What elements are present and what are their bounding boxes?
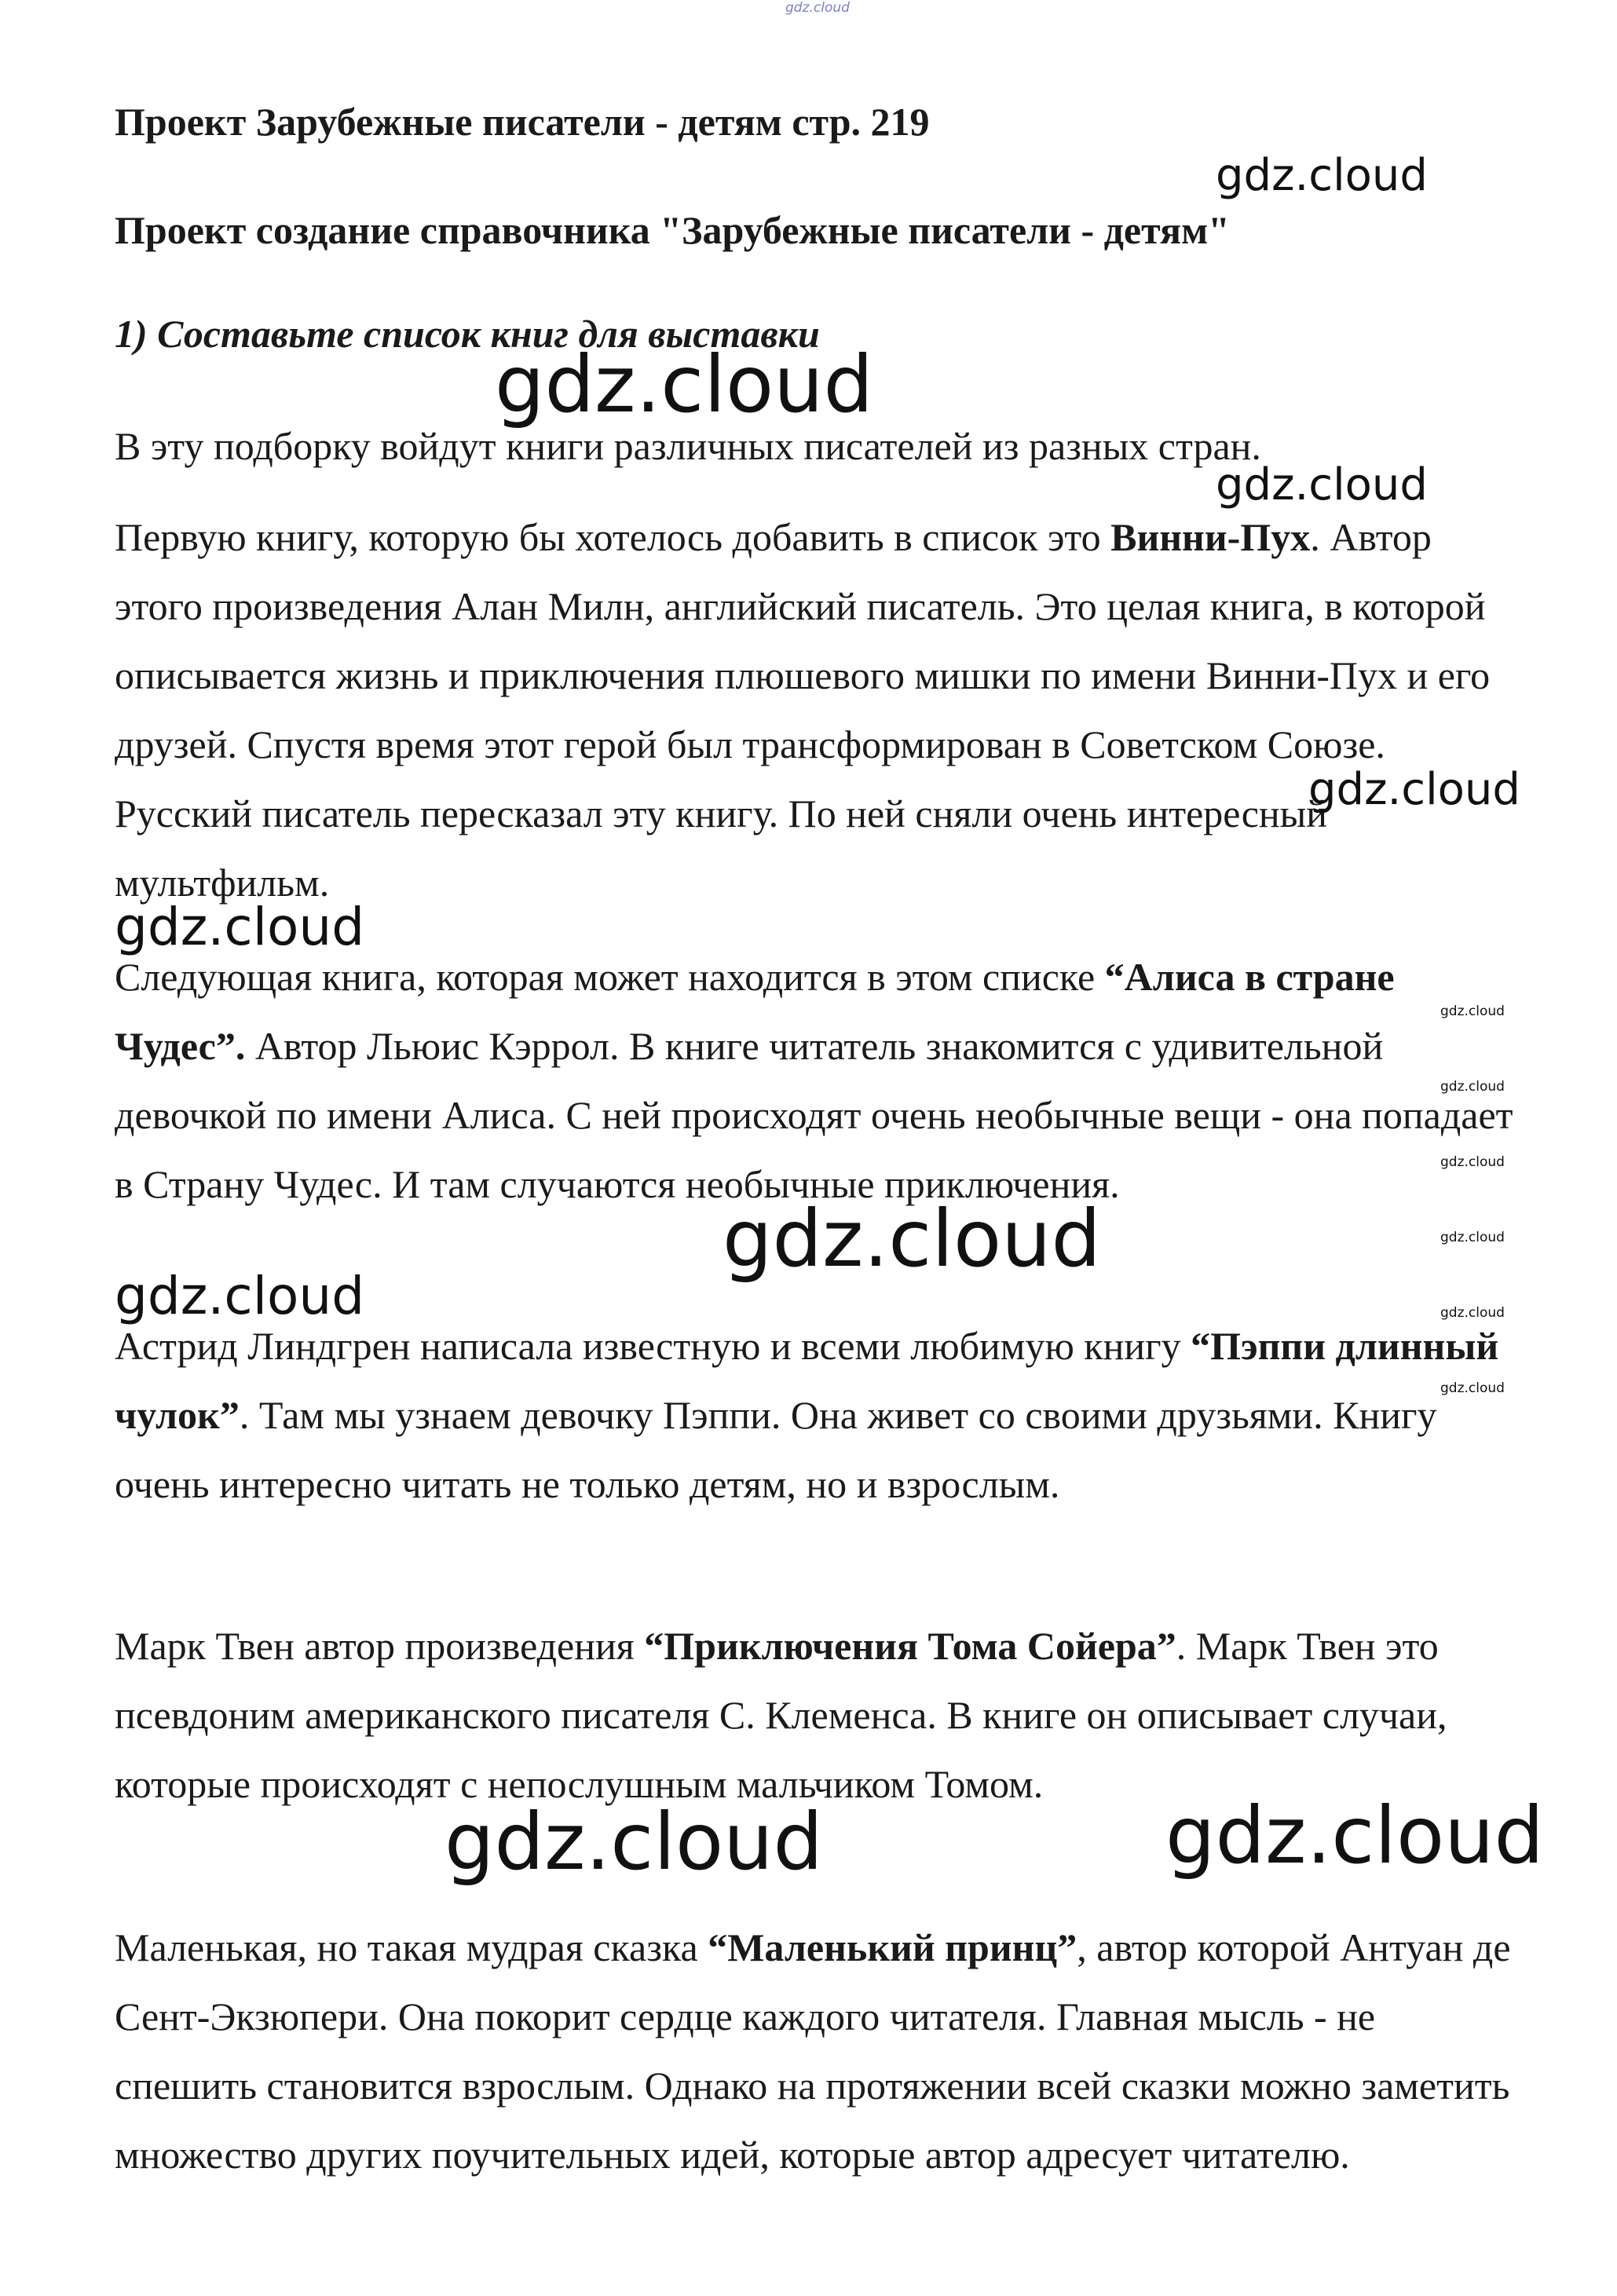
book-paragraph-little-prince (115, 1913, 1520, 2189)
watermark: gdz.cloud (115, 897, 365, 957)
book-title: “Алиса в стране Чудес”. (115, 955, 1395, 1068)
book-paragraph-winnie (115, 503, 1520, 917)
book-text-before: Следующая книга, которая может находится в этом списке (115, 955, 1105, 999)
watermark: gdz.cloud (1216, 459, 1428, 510)
watermark: gdz.cloud (723, 1193, 1102, 1285)
book-text-before: Маленькая, но такая мудрая сказка (115, 1925, 708, 1969)
watermark: gdz.cloud (1440, 1004, 1505, 1019)
book-text-before: Марк Твен автор произведения (115, 1624, 645, 1668)
book-text-after: , автор которой Антуан де Сент-Экзюпери. Она покорит сердце каждого читателя. Главная мысль - не спешить становится взрослым. Однако на протяжении всей сказки можно заметить множество других поучительных идей, которые автор адресует читателю. (115, 1925, 1511, 2177)
project-title: Проект создание справочника "Зарубежные писатели - детям" (115, 208, 1230, 252)
watermark: gdz.cloud (1440, 1230, 1505, 1245)
book-title: “Пэппи длинный чулок” (115, 1324, 1499, 1437)
book-text-after: . Автор этого произведения Алан Милн, английский писатель. Это целая книга, в которой описывается жизнь и приключения плюшевого мишки по имени Винни-Пух и его друзей. Спустя время этот герой был трансформирован в Советском Союзе. Русский писатель пересказал эту книгу. По ней сняли очень интересный мультфильм. (115, 515, 1491, 905)
book-title: “Приключения Тома Сойера” (644, 1624, 1176, 1668)
watermark: gdz.cloud (1308, 764, 1520, 815)
watermark: gdz.cloud (1440, 1380, 1505, 1396)
book-paragraph-tom-sawyer (115, 1611, 1520, 1819)
watermark: gdz.cloud (1440, 1079, 1505, 1095)
book-title: Винни-Пух (1110, 515, 1311, 559)
book-text-before: Астрид Линдгрен написала известную и всеми любимую книгу (115, 1324, 1191, 1368)
watermark: gdz.cloud (1440, 1154, 1505, 1170)
watermark: gdz.cloud (1440, 1305, 1505, 1321)
book-text-after: Автор Льюис Кэррол. В книге читатель знакомится с удивительной девочкой по имени Алиса. С ней происходят очень необычные вещи - она попадает в Страну Чудес. И там случаются необычные приключения. (115, 1024, 1513, 1206)
watermark: gdz.cloud (1165, 1790, 1545, 1881)
watermark: gdz.cloud (115, 1266, 365, 1326)
book-paragraph-pippi (115, 1311, 1520, 1519)
watermark-top: gdz.cloud (785, 0, 850, 16)
book-title: “Маленький принц” (708, 1925, 1077, 1969)
page-title: Проект Зарубежные писатели - детям стр. 219 (115, 100, 930, 144)
book-text-before: Первую книгу, которую бы хотелось добавить в список это (115, 515, 1111, 559)
book-text-after: . Марк Твен это псевдоним американского писателя С. Клеменса. В книге он описывает случаи, которые происходят с непослушным мальчиком Томом. (115, 1624, 1447, 1806)
book-text-after: . Там мы узнаем девочку Пэппи. Она живет со своими друзьями. Книгу очень интересно читать не только детям, но и взрослым. (115, 1393, 1437, 1506)
book-paragraph-alice (115, 942, 1520, 1219)
watermark: gdz.cloud (1216, 150, 1428, 201)
watermark: gdz.cloud (495, 338, 874, 430)
intro-paragraph: В эту подборку войдут книги различных писателей из разных стран. (115, 424, 1261, 468)
watermark: gdz.cloud (444, 1796, 824, 1888)
task-heading: 1) Составьте список книг для выставки (115, 312, 820, 356)
